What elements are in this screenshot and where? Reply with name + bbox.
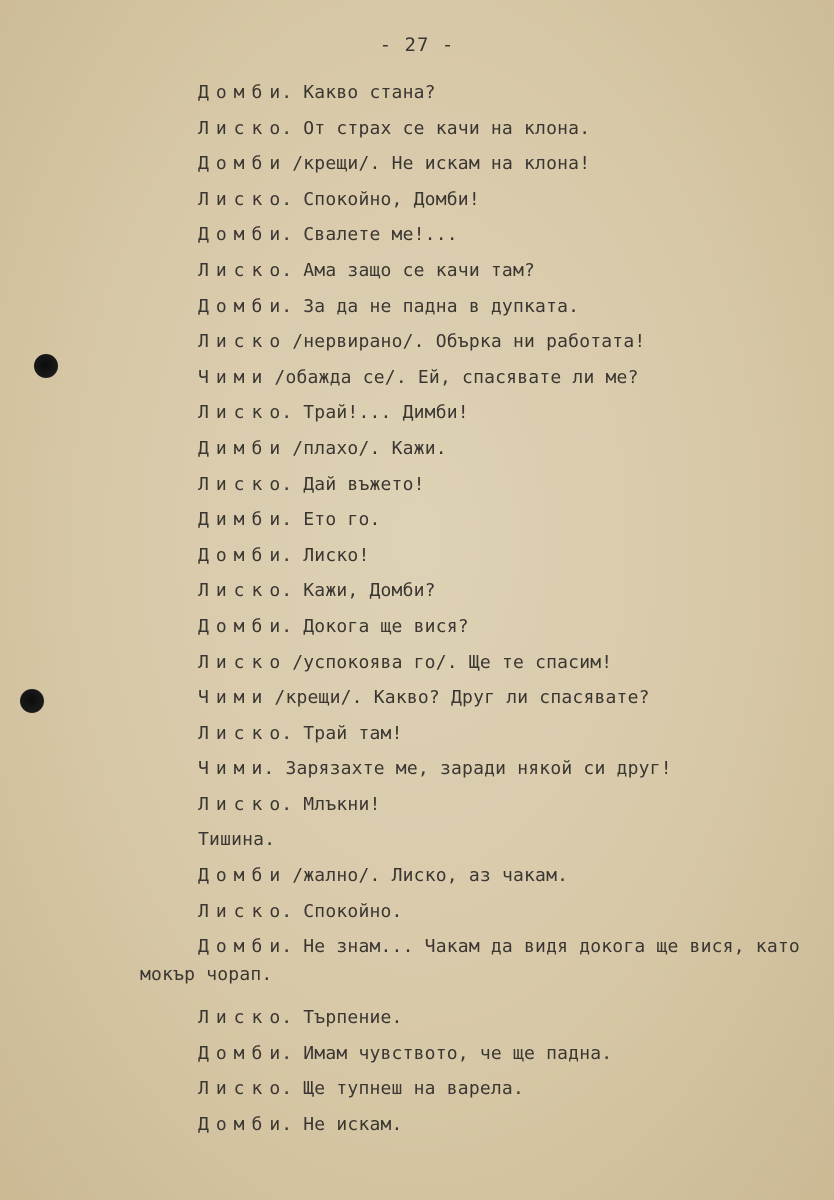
speech-text: Ей, спасявате ли ме? xyxy=(417,366,639,388)
speaker-name: Чими xyxy=(198,687,270,709)
speech-text: Не искам. xyxy=(303,1114,403,1136)
speech-text: Трай!... Димби! xyxy=(303,402,469,424)
speech-text: Кажи. xyxy=(391,437,447,459)
speech-text: Ето го. xyxy=(303,509,381,531)
speech-continuation: мокър чорап. xyxy=(140,964,273,986)
dialogue-line: Лиско. Трай!... Димби! xyxy=(198,402,469,424)
speech-text: Свалете ме!... xyxy=(303,224,458,246)
speaker-name: Чими xyxy=(198,758,270,780)
speaker-name: Лиско xyxy=(198,188,288,210)
speaker-name: Лиско xyxy=(198,900,288,922)
speech-text: Какво стана? xyxy=(303,82,436,103)
speech-text: Лиско! xyxy=(303,544,370,566)
speaker-name: Домби xyxy=(198,615,288,637)
speech-text: Не искам на клона! xyxy=(391,153,591,175)
speaker-name: Домби xyxy=(198,1114,288,1136)
speaker-name: Димби xyxy=(198,437,288,459)
dialogue-line: Лиско. Търпение. xyxy=(198,1007,403,1029)
stage-direction: /успокоява го/ xyxy=(292,651,447,673)
stage-direction: /нервирано/ xyxy=(292,331,414,353)
dialogue-line: Лиско /нервирано/. Обърка ни работата! xyxy=(198,331,646,353)
speech-text: Зарязахте ме, заради някой си друг! xyxy=(285,758,672,780)
speech-text: Какво? Друг ли спасявате? xyxy=(373,687,650,709)
stage-note: Тишина. xyxy=(198,829,276,851)
dialogue-line: Домби. За да не падна в дупката. xyxy=(198,295,580,317)
speaker-name: Лиско xyxy=(198,1078,288,1100)
speech-text: Ще тупнеш на варела. xyxy=(303,1078,525,1100)
speech-text: От страх се качи на клона. xyxy=(303,117,591,139)
speech-text: Ще те спасим! xyxy=(468,651,613,673)
dialogue-line: Домби. Лиско! xyxy=(198,544,370,566)
dialogue-line: Домби. Какво стана? xyxy=(198,82,436,103)
speaker-name: Домби xyxy=(198,224,288,246)
dialogue-line: Лиско. Дай въжето! xyxy=(198,473,425,495)
speech-text: За да не падна в дупката. xyxy=(303,295,580,317)
speech-text: Спокойно. xyxy=(303,900,403,922)
speaker-name: Лиско xyxy=(198,651,288,673)
speaker-name: Домби xyxy=(198,82,288,103)
punch-hole-top xyxy=(34,354,58,378)
dialogue-line: Домби /жално/. Лиско, аз чакам. xyxy=(198,865,569,887)
page-number: - 27 - xyxy=(379,34,455,56)
dialogue-line: Домби. Докога ще вися? xyxy=(198,615,469,637)
dialogue-line: Лиско. Трай там! xyxy=(198,722,403,744)
stage-direction: /крещи/ xyxy=(274,687,352,709)
dialogue-line: Лиско. Ще тупнеш на варела. xyxy=(198,1078,525,1100)
speaker-name: Домби xyxy=(198,865,288,887)
speech-text: Кажи, Домби? xyxy=(303,580,436,602)
dialogue-line: Чими /крещи/. Какво? Друг ли спасявате? xyxy=(198,687,650,709)
dialogue-line: Домби. Свалете ме!... xyxy=(198,224,458,246)
speech-text: Лиско, аз чакам. xyxy=(391,865,569,887)
script-dialogue xyxy=(140,78,816,1146)
speech-text: Не знам... Чакам да видя докога ще вися, като xyxy=(303,936,800,958)
speech-text: Имам чувството, че ще падна. xyxy=(303,1042,613,1064)
dialogue-line: Домби /крещи/. Не искам на клона! xyxy=(198,153,591,175)
dialogue-line: Лиско /успокоява го/. Ще те спасим! xyxy=(198,651,613,673)
speaker-name: Лиско xyxy=(198,473,288,495)
stage-direction: /плахо/ xyxy=(292,437,370,459)
speech-text: Докога ще вися? xyxy=(303,615,469,637)
dialogue-line xyxy=(198,825,816,861)
speaker-name: Лиско xyxy=(198,117,288,139)
speaker-name: Лиско xyxy=(198,402,288,424)
speech-text: Обърка ни работата! xyxy=(435,331,646,353)
dialogue-line: Чими /обажда се/. Ей, спасявате ли ме? xyxy=(198,366,639,388)
punch-hole-bottom xyxy=(20,689,44,713)
dialogue-line: Лиско. Кажи, Домби? xyxy=(198,580,436,602)
speaker-name: Лиско xyxy=(198,580,288,602)
speaker-name: Домби xyxy=(198,544,288,566)
dialogue-line: Лиско. От страх се качи на клона. xyxy=(198,117,591,139)
speech-text: Спокойно, Домби! xyxy=(303,188,480,210)
speaker-name: Лиско xyxy=(198,331,288,353)
speech-text: Ама защо се качи там? xyxy=(303,259,536,281)
dialogue-line: Димби /плахо/. Кажи. xyxy=(198,437,447,459)
dialogue-line: Лиско. Спокойно. xyxy=(198,900,403,922)
dialogue-line: Чими. Зарязахте ме, заради някой си друг! xyxy=(198,758,672,780)
speech-text: Дай въжето! xyxy=(303,473,425,495)
speaker-name: Домби xyxy=(198,295,288,317)
stage-direction: /крещи/ xyxy=(292,153,370,175)
speaker-name: Домби xyxy=(198,153,288,175)
dialogue-line: Лиско. Ама защо се качи там? xyxy=(198,259,536,281)
dialogue-line: Домби. Имам чувството, че ще падна. xyxy=(198,1042,613,1064)
speaker-name: Лиско xyxy=(198,722,288,744)
dialogue-line: Лиско. Спокойно, Домби! xyxy=(198,188,480,210)
dialogue-line: Домби. Не искам. xyxy=(198,1114,403,1136)
speaker-name: Лиско xyxy=(198,259,288,281)
dialogue-line: Домби. Не знам... Чакам да видя докога ще вися, като мокър чорап. xyxy=(198,932,816,1003)
speaker-name: Чими xyxy=(198,366,270,388)
dialogue-line: Лиско. Млъкни! xyxy=(198,793,381,815)
speech-text: Търпение. xyxy=(303,1007,403,1029)
speaker-name: Димби xyxy=(198,509,288,531)
stage-direction: /обажда се/ xyxy=(274,366,396,388)
speech-text: Трай там! xyxy=(303,722,403,744)
dialogue-line: Димби. Ето го. xyxy=(198,509,381,531)
speaker-name: Лиско xyxy=(198,1007,288,1029)
speaker-name: Домби xyxy=(198,1042,288,1064)
speaker-name: Лиско xyxy=(198,793,288,815)
stage-direction: /жално/ xyxy=(292,865,370,887)
speech-text: Млъкни! xyxy=(303,793,381,815)
speaker-name: Домби xyxy=(198,936,288,958)
